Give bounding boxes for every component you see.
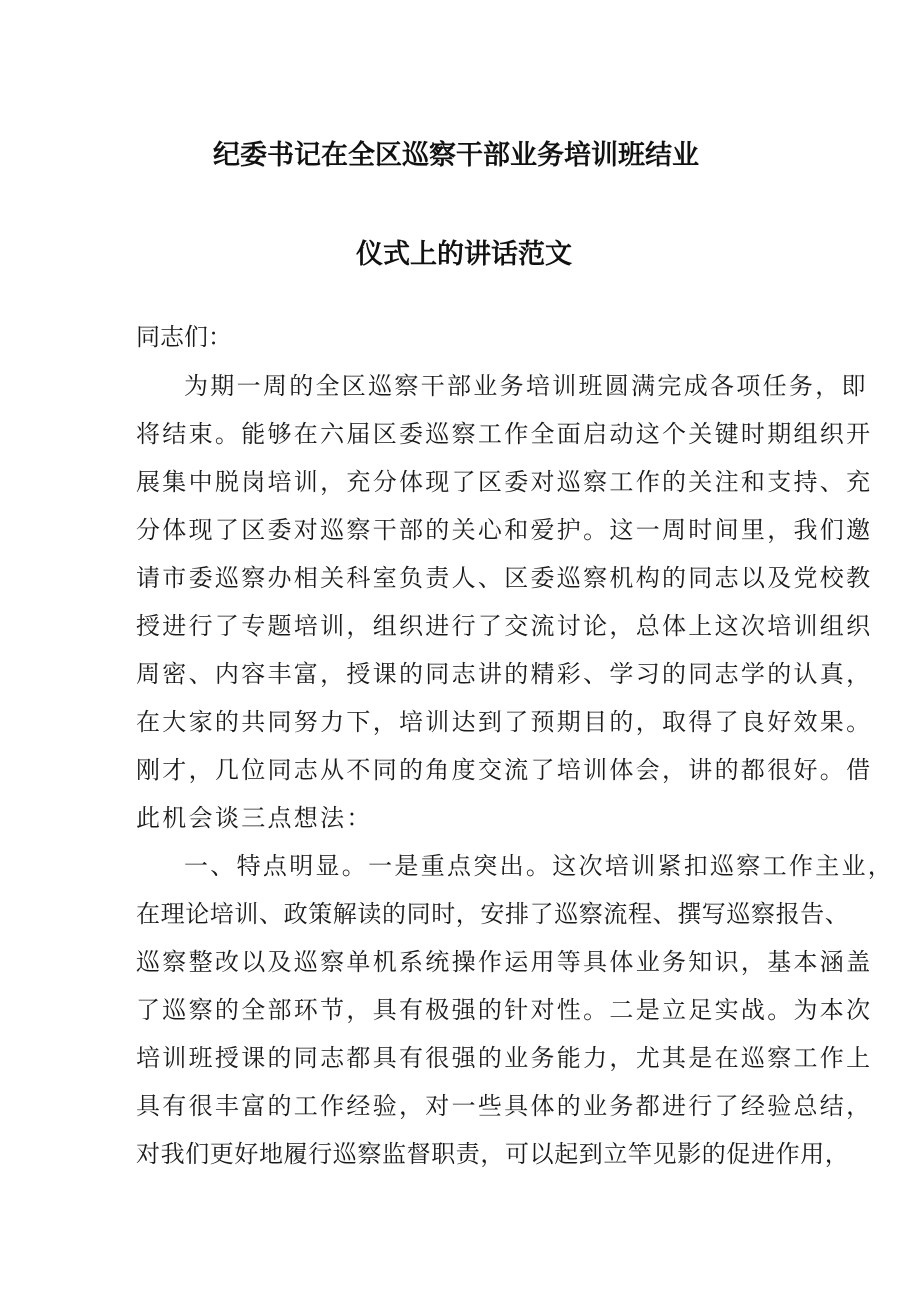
paragraph-line: 此机会谈三点想法： (136, 804, 373, 832)
paragraph-line: 在大家的共同努力下，培训达到了预期目的，取得了良好效果。 (136, 708, 873, 736)
document-title-line-1: 纪委书记在全区巡察干部业务培训班结业 (213, 140, 699, 171)
paragraph-line: 将结束。能够在六届区委巡察工作全面启动这个关键时期组织开 (136, 420, 873, 448)
paragraph-line: 具有很丰富的工作经验，对一些具体的业务都进行了经验总结， (136, 1092, 873, 1120)
paragraph-line: 刚才，几位同志从不同的角度交流了培训体会，讲的都很好。借 (136, 756, 873, 784)
document-title-line-2: 仪式上的讲话范文 (356, 239, 572, 270)
paragraph-line: 培训班授课的同志都具有很强的业务能力，尤其是在巡察工作上 (136, 1044, 873, 1072)
paragraph-line: 请市委巡察办相关科室负责人、区委巡察机构的同志以及党校教 (136, 564, 873, 592)
paragraph-line: 对我们更好地履行巡察监督职责，可以起到立竿见影的促进作用， (136, 1140, 850, 1168)
paragraph-line: 授进行了专题培训，组织进行了交流讨论，总体上这次培训组织 (136, 612, 873, 640)
paragraph-line: 分体现了区委对巡察干部的关心和爱护。这一周时间里，我们邀 (136, 516, 873, 544)
paragraph-line: 在理论培训、政策解读的同时，安排了巡察流程、撰写巡察报告、 (136, 900, 850, 928)
salutation: 同志们： (136, 323, 232, 351)
paragraph-line: 巡察整改以及巡察单机系统操作运用等具体业务知识，基本涵盖 (136, 948, 873, 976)
paragraph-line: 为期一周的全区巡察干部业务培训班圆满完成各项任务，即 (184, 372, 868, 400)
paragraph-line: 了巡察的全部环节，具有极强的针对性。二是立足实战。为本次 (136, 996, 873, 1024)
paragraph-line: 展集中脱岗培训，充分体现了区委对巡察工作的关注和支持、充 (136, 468, 873, 496)
paragraph-line: 周密、内容丰富，授课的同志讲的精彩、学习的同志学的认真， (136, 660, 873, 688)
paragraph-line: 一、特点明显。一是重点突出。这次培训紧扣巡察工作主业， (184, 852, 895, 880)
